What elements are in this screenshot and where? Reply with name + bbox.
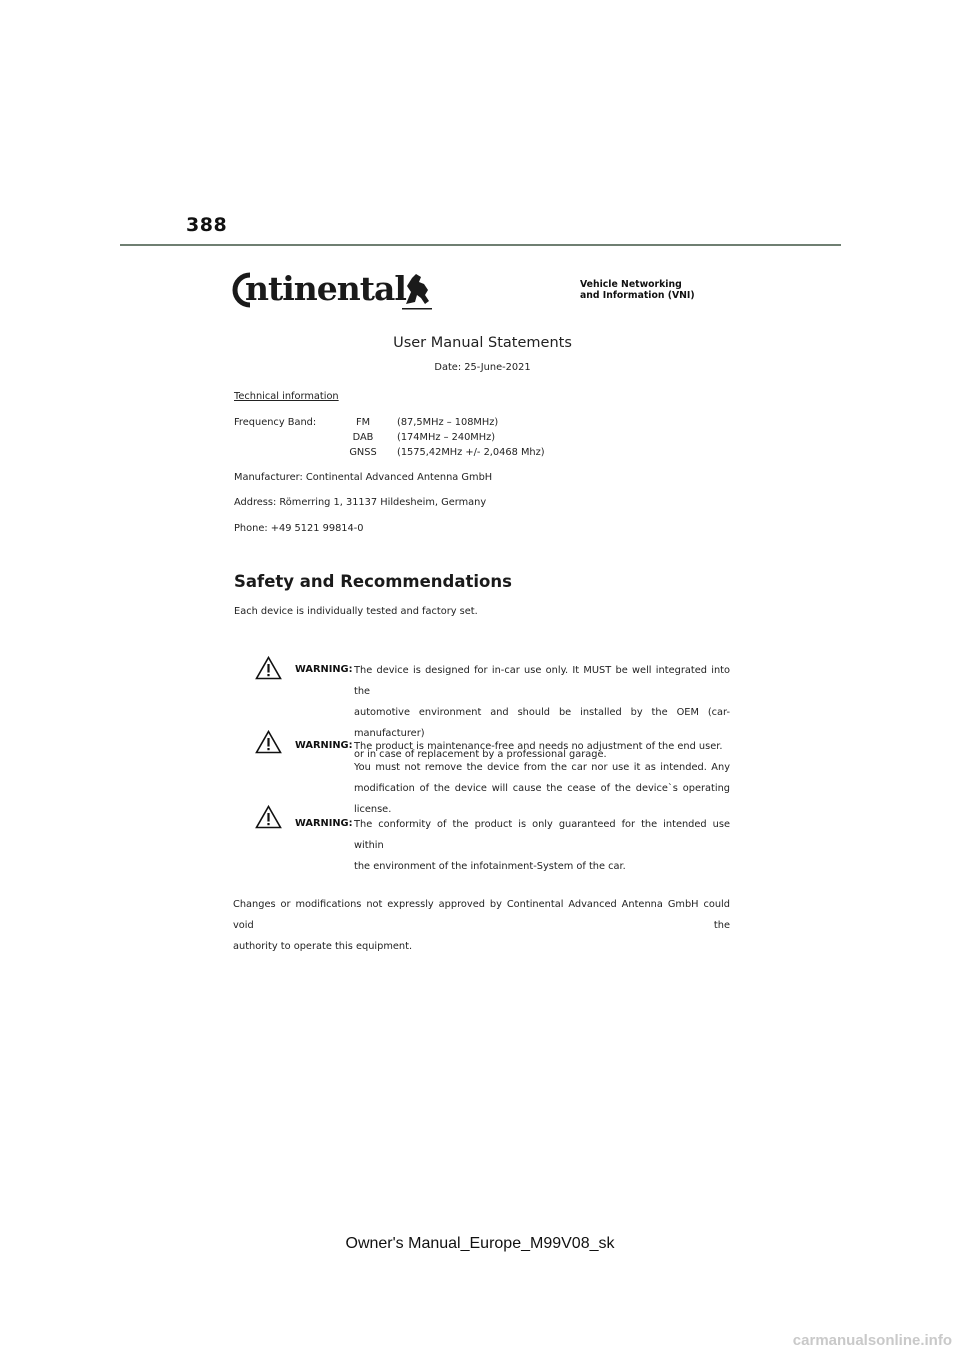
band-name-dab: DAB	[352, 432, 374, 443]
document-date: Date: 25-June-2021	[434, 362, 531, 373]
changes-line: Changes or modifications not expressly approved by Continental Advanced Antenna GmbH could void the	[233, 899, 730, 931]
department-line-1: Vehicle Networking	[580, 279, 682, 290]
warning-icon	[255, 656, 282, 680]
continental-logo	[228, 268, 434, 312]
band-name-fm: FM	[355, 417, 371, 428]
changes-notice	[233, 894, 730, 957]
warning-line: You must not remove the device from the car nor use it as intended. Any	[354, 762, 730, 773]
manufacturer-text: Manufacturer: Continental Advanced Antenna GmbH	[234, 472, 493, 483]
band-range-fm: (87,5MHz – 108MHz)	[397, 417, 499, 428]
changes-line: authority to operate this equipment.	[233, 941, 413, 952]
horse-icon	[406, 274, 429, 304]
header-divider	[120, 244, 841, 246]
safety-intro: Each device is individually tested and factory set.	[234, 606, 478, 617]
warning-line: modification of the device will cause the cease of the device`s operating license.	[354, 783, 730, 815]
warning-label: WARNING:	[295, 664, 353, 675]
phone-text: Phone: +49 5121 99814-0	[234, 523, 364, 534]
page-number: 388	[186, 214, 228, 236]
band-range-dab: (174MHz – 240MHz)	[397, 432, 496, 443]
warning-icon	[255, 805, 282, 829]
warning-icon	[255, 730, 282, 754]
warning-line: the environment of the infotainment-System of the car.	[354, 861, 626, 872]
warning-line: The product is maintenance-free and needs no adjustment of the end user.	[354, 741, 723, 752]
logo-wordmark: ntinental	[245, 269, 406, 308]
warning-line: The conformity of the product is only guaranteed for the intended use within	[354, 819, 730, 851]
warning-text	[354, 814, 730, 877]
warning-line: The device is designed for in-car use only. It MUST be well integrated into the	[354, 665, 730, 697]
frequency-band-label: Frequency Band:	[234, 417, 317, 428]
warning-label: WARNING:	[295, 740, 353, 751]
warning-line: or in case of replacement by a professional garage.	[354, 749, 607, 760]
safety-heading: Safety and Recommendations	[234, 572, 512, 591]
warning-text	[354, 736, 730, 820]
watermark: carmanualsonline.info	[792, 1332, 952, 1349]
footer-manual-title: Owner's Manual_Europe_M99V08_sk	[345, 1235, 615, 1252]
band-name-gnss: GNSS	[349, 447, 377, 458]
document-title: User Manual Statements	[393, 335, 572, 351]
warning-line: automotive environment and should be installed by the OEM (car-manufacturer)	[354, 707, 730, 739]
band-range-gnss: (1575,42MHz +/- 2,0468 Mhz)	[397, 447, 545, 458]
department-label	[580, 279, 695, 301]
logo-underline	[402, 308, 432, 310]
department-line-2: and Information (VNI)	[580, 290, 695, 301]
technical-info-heading: Technical information	[234, 391, 339, 402]
warning-label: WARNING:	[295, 818, 353, 829]
address-text: Address: Römerring 1, 31137 Hildesheim, Germany	[234, 497, 487, 508]
